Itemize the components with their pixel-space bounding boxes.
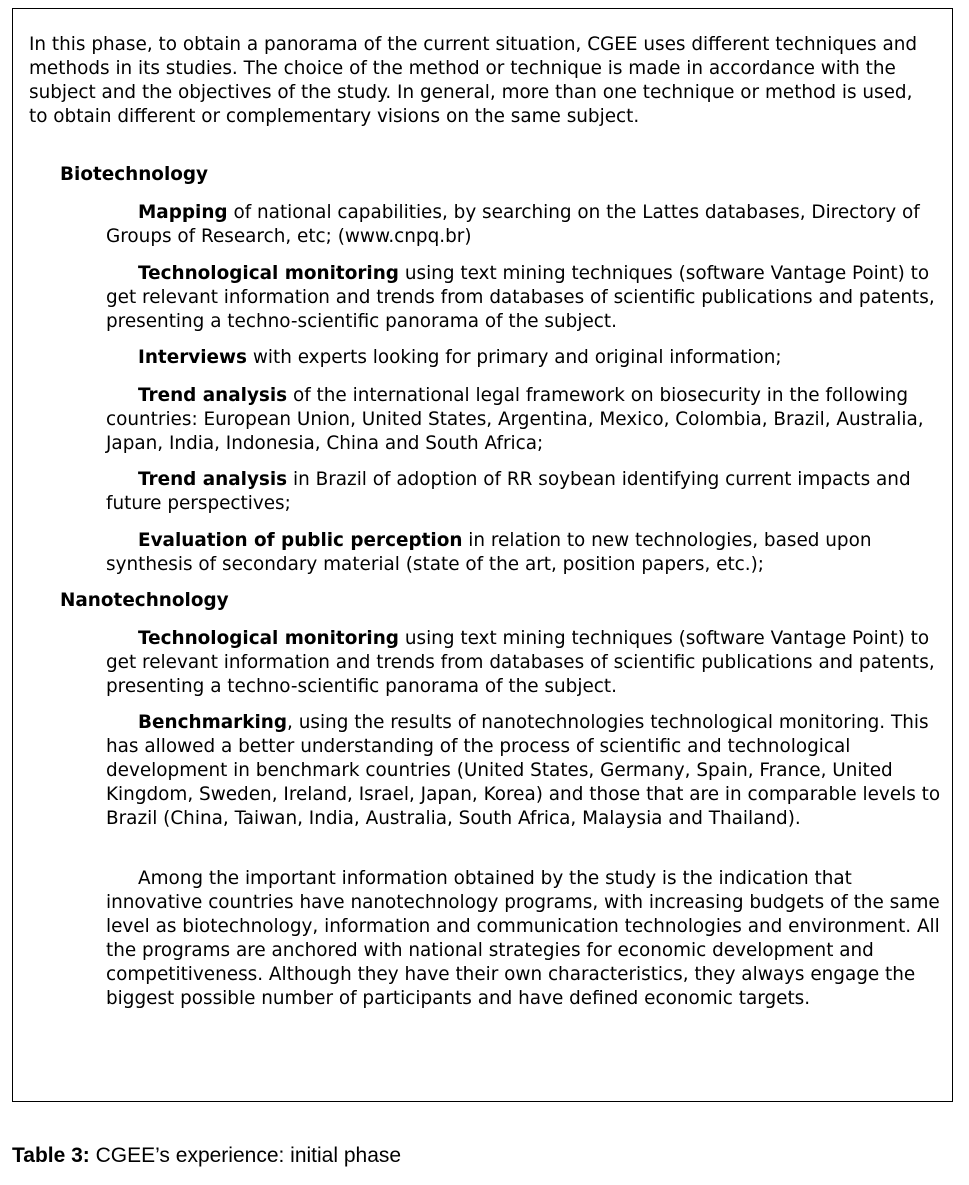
list-item bbox=[106, 711, 942, 831]
item-term: Trend analysis bbox=[138, 469, 288, 490]
section-heading-biotechnology: Biotechnology bbox=[60, 164, 209, 185]
item-term: Technological monitoring bbox=[138, 263, 399, 284]
caption-text: CGEE’s experience: initial phase bbox=[89, 1144, 402, 1167]
list-item bbox=[106, 627, 942, 699]
list-item bbox=[106, 867, 942, 1011]
table-caption bbox=[12, 1142, 401, 1170]
item-text: of the international legal framework on biosecurity in the following countries: European Union, United States, Argentina, Mexico, Colombia, Brazil, Australia, Japan, India, Indonesia, China and South Africa; bbox=[106, 385, 924, 454]
item-text: Among the important information obtained by the study is the indication that innovative countries have nanotechnology programs, with increasing budgets of the same level as biotechnology, information and communication technologies and environment. All the programs are anchored with national strategies for economic development and competitiveness. Although they have their own characteristics, they always engage the biggest possible number of participants and have defined economic targets. bbox=[106, 868, 940, 1009]
item-text: in relation to new technologies, based upon synthesis of secondary material (state of the art, position papers, etc.); bbox=[106, 530, 872, 575]
list-item bbox=[106, 468, 942, 516]
caption-label: Table 3: bbox=[12, 1144, 90, 1167]
item-text: using text mining techniques (software Vantage Point) to get relevant information and trends from databases of scientific publications and patents, presenting a techno-scientific panorama of the subject. bbox=[106, 263, 935, 332]
section-heading-nanotechnology: Nanotechnology bbox=[60, 590, 229, 611]
list-item bbox=[106, 529, 942, 577]
item-term: Benchmarking bbox=[138, 712, 288, 733]
item-text: in Brazil of adoption of RR soybean identifying current impacts and future perspectives; bbox=[106, 469, 911, 514]
item-term: Evaluation of public perception bbox=[138, 530, 463, 551]
list-item bbox=[106, 262, 942, 334]
item-text: with experts looking for primary and original information; bbox=[246, 347, 782, 368]
list-item bbox=[106, 201, 942, 249]
item-text: using text mining techniques (software Vantage Point) to get relevant information and trends from databases of scientific publications and patents, presenting a techno-scientific panorama of the subject. bbox=[106, 628, 935, 697]
intro-paragraph: In this phase, to obtain a panorama of the current situation, CGEE uses different techniques and methods in its studies. The choice of the method or technique is made in accordance with the subject and the objectives of the study. In general, more than one technique or method is used, to obtain different or complementary visions on the same subject. bbox=[29, 34, 918, 127]
item-text: of national capabilities, by searching on the Lattes databases, Directory of Groups of Research, etc; (www.cnpq.br) bbox=[106, 202, 920, 247]
list-item bbox=[106, 384, 942, 456]
table-frame bbox=[12, 8, 953, 1102]
list-item bbox=[106, 346, 942, 370]
item-text: , using the results of nanotechnologies technological monitoring. This has allowed a better understanding of the process of scientific and technological development in benchmark countries (United States, Germany, Spain, France, United Kingdom, Sweden, Ireland, Israel, Japan, Korea) and those that are in comparable levels to Brazil (China, Taiwan, India, Australia, South Africa, Malaysia and Thailand). bbox=[106, 712, 941, 829]
item-term: Mapping bbox=[138, 202, 228, 223]
item-term: Technological monitoring bbox=[138, 628, 399, 649]
item-term: Trend analysis bbox=[138, 385, 288, 406]
item-term: Interviews bbox=[138, 347, 247, 368]
